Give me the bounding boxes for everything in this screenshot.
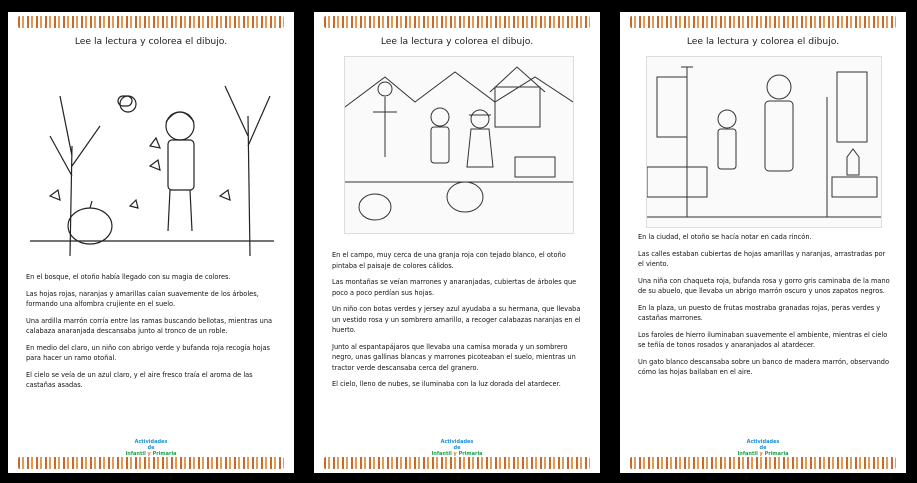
paragraph: Los faroles de hierro iluminaban suavemente el ambiente, mientras el cielo se teñía de tonos rosados y anaranjados al atardecer.	[638, 330, 888, 349]
paragraph: En el campo, muy cerca de una granja roja con tejado blanco, el otoño pintaba el paisaje de colores cálidos.	[332, 251, 566, 270]
decorative-border-bottom	[18, 457, 284, 469]
paragraph: Las montañas se veían marrones y anaranjadas, cubiertas de árboles que poco a poco perdían sus hojas.	[332, 278, 577, 297]
publisher-logo: Actividades de Infantil y Primaria	[737, 439, 789, 457]
publisher-logo: Actividades de Infantil y Primaria	[125, 439, 177, 457]
coloring-illustration-farm	[344, 56, 574, 234]
worksheet-page-2	[314, 12, 600, 473]
paragraph: En la plaza, un puesto de frutas mostraba granadas rojas, peras verdes y castañas marrones.	[638, 303, 881, 322]
forest-drawing	[30, 56, 274, 256]
paragraph: En la ciudad, el otoño se hacía notar en cada rincón.	[638, 233, 812, 241]
reading-text	[638, 232, 892, 384]
decorative-border-top	[324, 16, 590, 28]
reading-text	[26, 272, 280, 397]
coloring-illustration-city	[646, 56, 882, 228]
city-drawing	[647, 57, 881, 227]
decorative-border-bottom	[630, 457, 896, 469]
paragraph: El cielo, lleno de nubes, se iluminaba con la luz dorada del atardecer.	[332, 380, 561, 388]
paragraph: Un gato blanco descansaba sobre un banco de madera marrón, observando cómo las hojas bailaban en el aire.	[638, 357, 890, 376]
decorative-border-top	[630, 16, 896, 28]
page-title: Lee la lectura y colorea el dibujo.	[74, 36, 228, 47]
paragraph: El cielo se veía de un azul claro, y el aire fresco traía el aroma de las castañas asadas.	[26, 370, 253, 389]
page-title: Lee la lectura y colorea el dibujo.	[686, 36, 840, 47]
paragraph: Un niño con botas verdes y jersey azul ayudaba a su hermana, que llevaba un vestido rosa y un sombrero amarillo, a recoger calabazas naranjas en el huerto.	[332, 305, 581, 334]
decorative-border-top	[18, 16, 284, 28]
paragraph: Las calles estaban cubiertas de hojas amarillas y naranjas, arrastradas por el viento.	[638, 249, 886, 268]
paragraph: Las hojas rojas, naranjas y amarillas caían suavemente de los árboles, formando una alfombra crujiente en el suelo.	[26, 289, 259, 308]
publisher-logo: Actividades de Infantil y Primaria	[431, 439, 483, 457]
farm-drawing	[345, 57, 573, 233]
coloring-illustration-forest	[30, 56, 274, 256]
paragraph: Una niña con chaqueta roja, bufanda rosa y gorro gris caminaba de la mano de su abuelo, que llevaba un abrigo marrón oscuro y unos zapatos negros.	[638, 276, 890, 295]
paragraph: En medio del claro, un niño con abrigo verde y bufanda roja recogía hojas para hacer un ramo otoñal.	[26, 343, 270, 362]
decorative-border-bottom	[324, 457, 590, 469]
paragraph: En el bosque, el otoño había llegado con su magia de colores.	[26, 273, 231, 281]
worksheet-page-1	[8, 12, 294, 473]
reading-text	[332, 250, 586, 396]
paragraph: Junto al espantapájaros que llevaba una camisa morada y un sombrero negro, unas gallinas blancas y marrones picoteaban el suelo, mientras un tractor verde descansaba cerca del granero.	[332, 342, 576, 372]
worksheet-page-3	[620, 12, 906, 473]
page-title: Lee la lectura y colorea el dibujo.	[380, 36, 534, 47]
paragraph: Una ardilla marrón corría entre las ramas buscando bellotas, mientras una calabaza anaranjada descansaba junto al tronco de un roble.	[26, 316, 273, 335]
